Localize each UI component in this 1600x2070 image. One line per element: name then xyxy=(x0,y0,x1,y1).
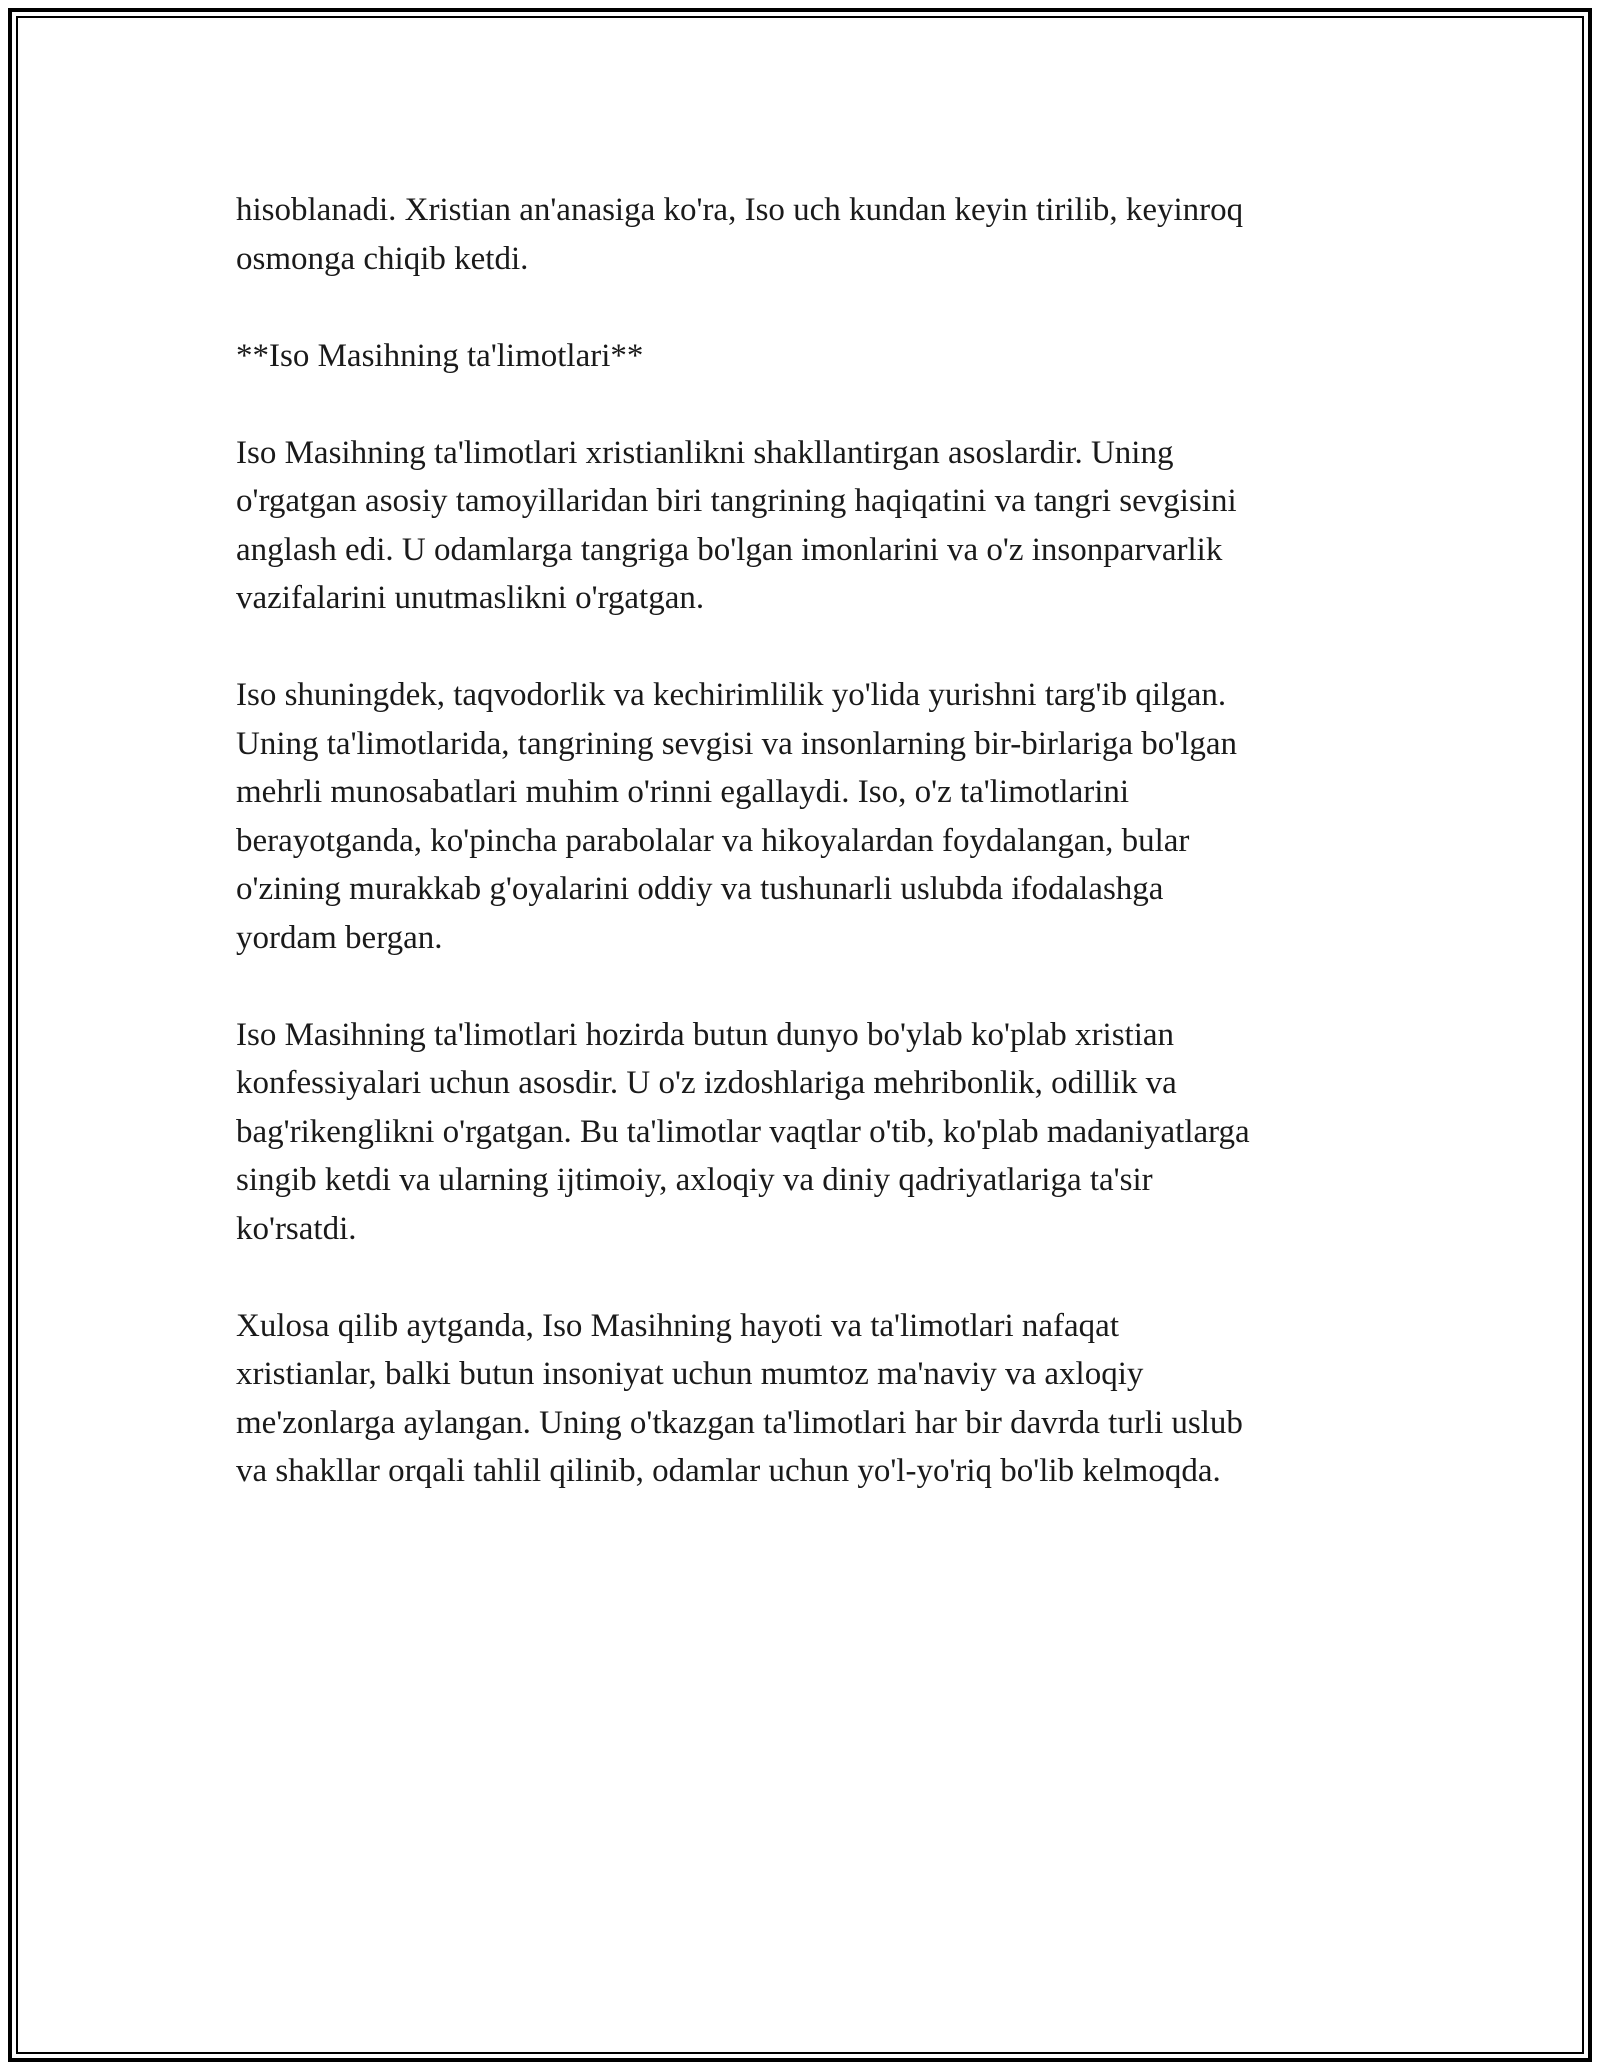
paragraph-continuation: hisoblanadi. Xristian an'anasiga ko'ra, Iso uch kundan keyin tirilib, keyinroq osmonga chiqib ketdi. xyxy=(236,192,1244,277)
paragraph-conclusion: Xulosa qilib aytganda, Iso Masihning hayoti va ta'limotlari nafaqat xristianlar, balki butun insoniyat uchun mumtoz ma'naviy va axloqiy me'zonlarga aylangan. Uning o'tkazgan ta'limotlari har bir davrda turli uslub va shakllar orqali tahlil qilinib, odamlar uchun yo'l-yo'riq bo'lib kelmoqda. xyxy=(236,1307,1243,1489)
paragraph: Iso shuningdek, taqvodorlik va kechirimlilik yo'lida yurishni targ'ib qilgan. Uning ta'limotlarida, tangrining sevgisi va insonlarning bir-birlariga bo'lgan mehrli munosabatlari muhim o'rinni egallaydi. Iso, o'z ta'limotlarini berayotganda, ko'pincha parabolalar va hikoyalardan foydalangan, bular o'zining murakkab g'oyalarini oddiy va tushunarli uslubda ifodalashga yordam bergan. xyxy=(236,677,1238,956)
paragraph: Iso Masihning ta'limotlari xristianlikni shakllantirgan asoslardir. Uning o'rgatgan asosiy tamoyillaridan biri tangrining haqiqatini va tangri sevgisini anglash edi. U odamlarga tangriga bo'lgan imonlarini va o'z insonparvarlik vazifalarini unutmaslikni o'rgatgan. xyxy=(236,434,1237,616)
paragraph: Iso Masihning ta'limotlari hozirda butun dunyo bo'ylab ko'plab xristian konfessiyalari uchun asosdir. U o'z izdoshlariga mehribonlik, odillik va bag'rikenglikni o'rgatgan. Bu ta'limotlar vaqtlar o'tib, ko'plab madaniyatlarga singib ketdi va ularning ijtimoiy, axloqiy va diniy qadriyatlariga ta'sir ko'rsatdi. xyxy=(236,1016,1250,1247)
document-body xyxy=(236,186,1376,1544)
section-heading: **Iso Masihning ta'limotlari** xyxy=(236,337,644,374)
